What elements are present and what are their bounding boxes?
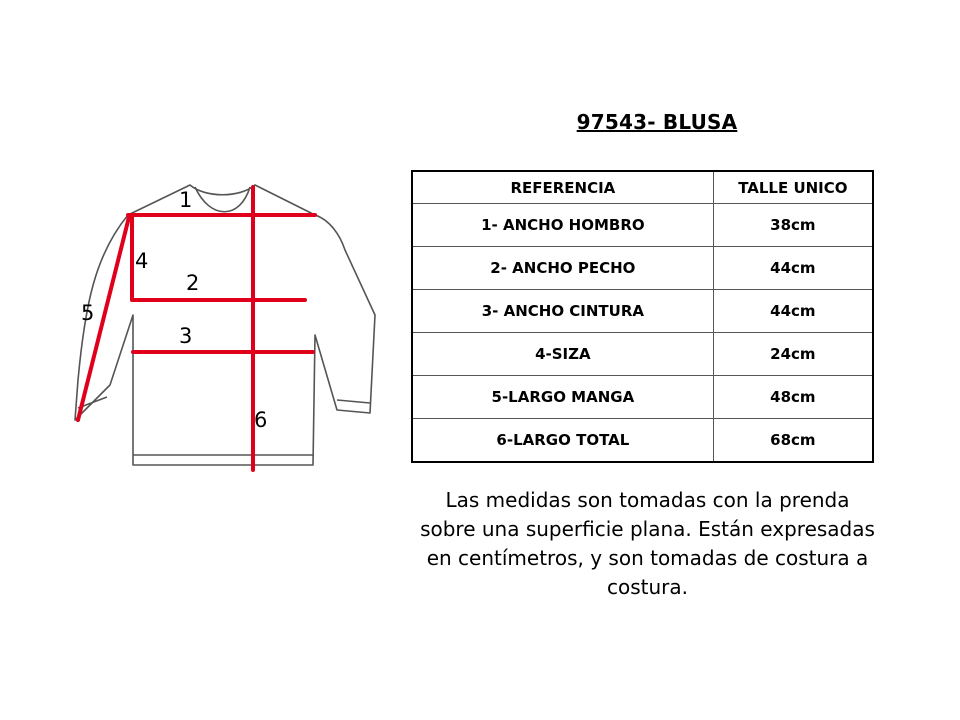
- blouse-outline: [75, 185, 375, 465]
- table-row: [412, 290, 873, 333]
- label-6: 6: [254, 408, 268, 432]
- measurement-lines: [78, 187, 315, 470]
- label-1: 1: [179, 188, 193, 212]
- product-title: 97543- BLUSA: [576, 110, 738, 134]
- right-cuff: [337, 400, 370, 403]
- row-value: 24cm: [713, 333, 873, 376]
- table-row: [412, 376, 873, 419]
- table-row: [412, 333, 873, 376]
- row-label: 4-SIZA: [412, 333, 713, 376]
- label-5: 5: [81, 301, 95, 325]
- row-label: 2- ANCHO PECHO: [412, 247, 713, 290]
- row-label: 6-LARGO TOTAL: [412, 419, 713, 463]
- table-header-row: [412, 171, 873, 204]
- table-row: [412, 419, 873, 463]
- measurement-note: Las medidas son tomadas con la prenda sobre una superficie plana. Están expresadas en centímetros, y son tomadas de costura a costura.: [420, 488, 875, 599]
- table-row: [412, 247, 873, 290]
- row-value: 38cm: [713, 204, 873, 247]
- label-2: 2: [186, 271, 200, 295]
- row-label: 5-LARGO MANGA: [412, 376, 713, 419]
- row-label: 3- ANCHO CINTURA: [412, 290, 713, 333]
- row-value: 44cm: [713, 290, 873, 333]
- table-row: [412, 204, 873, 247]
- header-talle-unico: TALLE UNICO: [713, 171, 873, 204]
- blouse-body-outline: [75, 185, 375, 465]
- label-3: 3: [179, 324, 193, 348]
- header-referencia: REFERENCIA: [412, 171, 713, 204]
- garment-diagram: [40, 165, 400, 485]
- row-value: 44cm: [713, 247, 873, 290]
- label-4: 4: [135, 249, 149, 273]
- row-value: 68cm: [713, 419, 873, 463]
- collar-outline: [195, 187, 250, 212]
- size-table: [411, 170, 874, 463]
- row-value: 48cm: [713, 376, 873, 419]
- row-label: 1- ANCHO HOMBRO: [412, 204, 713, 247]
